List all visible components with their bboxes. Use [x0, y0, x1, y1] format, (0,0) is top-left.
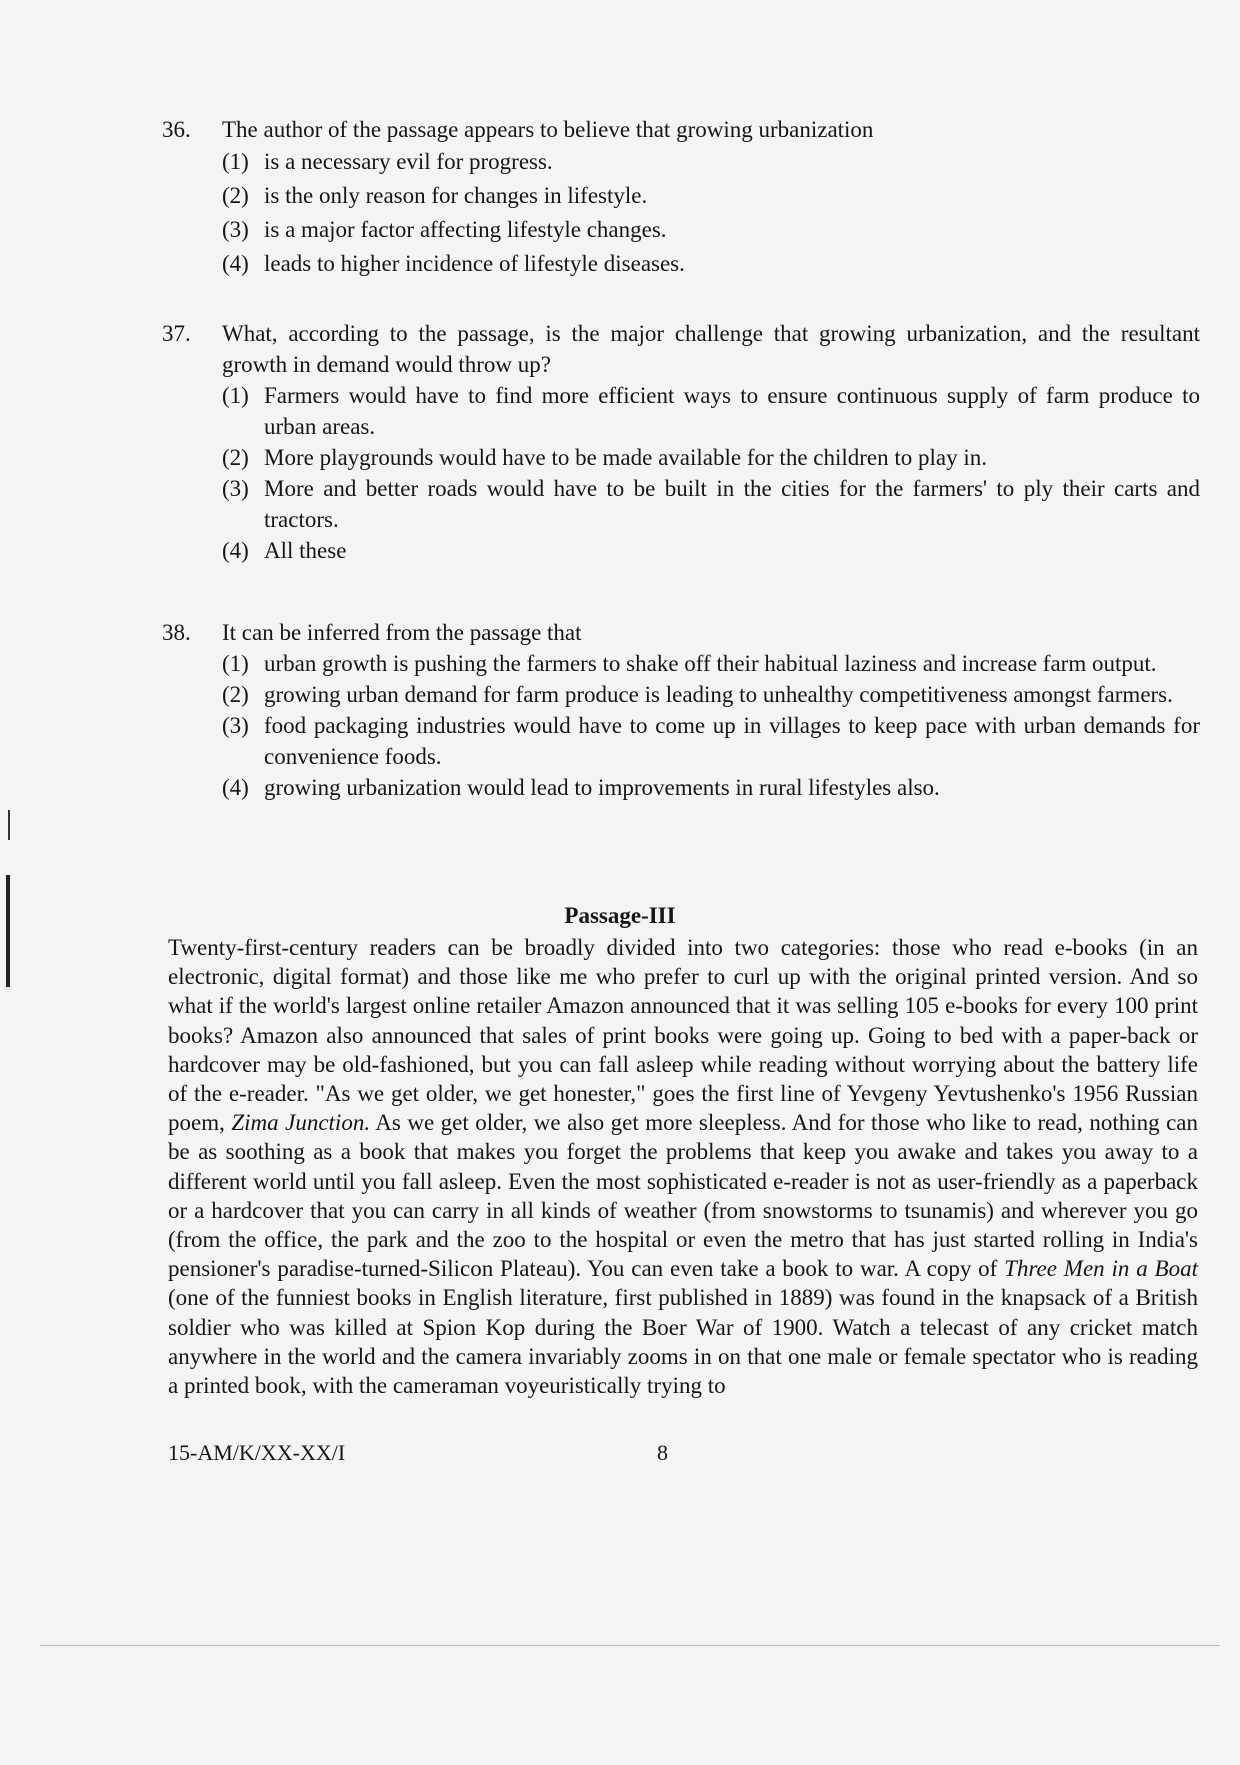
- option: [222, 145, 1200, 179]
- option: [222, 247, 1200, 281]
- question-text: The author of the passage appears to believe that growing urbanization: [222, 117, 874, 142]
- option-label: (4): [222, 775, 249, 800]
- option-label: (2): [222, 183, 249, 208]
- option: [222, 213, 1200, 247]
- question-38: [162, 617, 1200, 803]
- option: [222, 442, 1200, 473]
- option-text: More and better roads would have to be built in the cities for the farmers' to ply their carts and tractors.: [264, 476, 1200, 532]
- option-label: (2): [222, 445, 249, 470]
- paper-code: 15-AM/K/XX-XX/I: [168, 1440, 346, 1465]
- question-number: 36.: [162, 117, 191, 142]
- question-number: 37.: [162, 321, 191, 346]
- passage-title: Passage-III: [564, 903, 676, 928]
- option-text: growing urban demand for farm produce is leading to unhealthy competitiveness amongst farmers.: [264, 682, 1173, 707]
- poem-title: Zima Junction.: [231, 1110, 371, 1136]
- option-label: (4): [222, 251, 249, 276]
- question-stem: [162, 114, 1200, 145]
- scan-binding-shadow: [6, 875, 10, 987]
- option: [222, 380, 1200, 442]
- passage-text: As we get older, we also get more sleepless. And for those who like to read, nothing can be as soothing as a book that makes you forget the problems that keep you awake and takes you away to a different world until you fall asleep. Even the most sophisticated e-reader is not as user-friendly as a paperback or a hardcover that you can carry in all kinds of weather (from snowstorms to tsunamis) and wherever you go (from the office, the park and the zoo to the hospital or even the metro that has just started rolling in India's pensioner's paradise-turned-Silicon Plateau). You can even take a book to war. A copy of: [168, 1110, 1199, 1282]
- passage-body: [168, 933, 1198, 1400]
- passage-text: (one of the funniest books in English literature, first published in 1889) was found in the knapsack of a British soldier who was killed at Spion Kop during the Boer War of 1900. Watch a telecast of any cricket match anywhere in the world and the camera invariably zooms in on that one male or female spectator who is reading a printed book, with the cameraman voyeuristically trying to: [168, 1285, 1198, 1399]
- option: [222, 772, 1200, 803]
- question-36: [162, 114, 1200, 281]
- option-label: (1): [222, 651, 249, 676]
- option: [222, 648, 1200, 679]
- option-text: leads to higher incidence of lifestyle diseases.: [264, 251, 685, 276]
- option-label: (1): [222, 383, 249, 408]
- option: [222, 179, 1200, 213]
- question-stem: [162, 318, 1200, 380]
- question-number: 38.: [162, 620, 191, 645]
- question-text: It can be inferred from the passage that: [222, 620, 582, 645]
- option-text: growing urbanization would lead to improvements in rural lifestyles also.: [264, 775, 940, 800]
- option: [222, 473, 1200, 535]
- option-label: (3): [222, 713, 249, 738]
- passage-text: Twenty-first-century readers can be broadly divided into two categories: those who read e-books (in an electronic, digital format) and those like me who prefer to curl up with the original printed version. And so what if the world's largest online retailer Amazon announced that it was selling 105 e-books for every 100 print books? Amazon also announced that sales of print books were going up. Going to bed with a paper-back or hardcover may be old-fashioned, but you can fall asleep while reading without worrying about the battery life of the e-reader. "As we get older, we get honester," goes the first line of Yevgeny Yevtushenko's 1956 Russian poem,: [168, 935, 1198, 1136]
- option: [222, 679, 1200, 710]
- scan-mark: [8, 810, 10, 840]
- option: [222, 535, 1200, 566]
- option-text: All these: [264, 538, 347, 563]
- option-text: is a necessary evil for progress.: [264, 149, 553, 174]
- question-stem: [162, 617, 1200, 648]
- option-label: (3): [222, 217, 249, 242]
- option-text: is a major factor affecting lifestyle changes.: [264, 217, 667, 242]
- option-text: More playgrounds would have to be made available for the children to play in.: [264, 445, 988, 470]
- scan-edge-line: [40, 1645, 1220, 1646]
- option-text: urban growth is pushing the farmers to shake off their habitual laziness and increase farm output.: [264, 651, 1157, 676]
- option-text: Farmers would have to find more efficient ways to ensure continuous supply of farm produce to urban areas.: [264, 383, 1200, 439]
- option-text: food packaging industries would have to come up in villages to keep pace with urban demands for convenience foods.: [264, 713, 1200, 769]
- option-label: (4): [222, 538, 249, 563]
- option-label: (3): [222, 476, 249, 501]
- question-text: What, according to the passage, is the major challenge that growing urbanization, and the resultant growth in demand would throw up?: [222, 321, 1200, 377]
- option-text: is the only reason for changes in lifestyle.: [264, 183, 648, 208]
- question-37: [162, 318, 1200, 566]
- option-label: (1): [222, 149, 249, 174]
- option: [222, 710, 1200, 772]
- option-label: (2): [222, 682, 249, 707]
- page-number: 8: [657, 1440, 668, 1465]
- book-title: Three Men in a Boat: [1004, 1256, 1198, 1282]
